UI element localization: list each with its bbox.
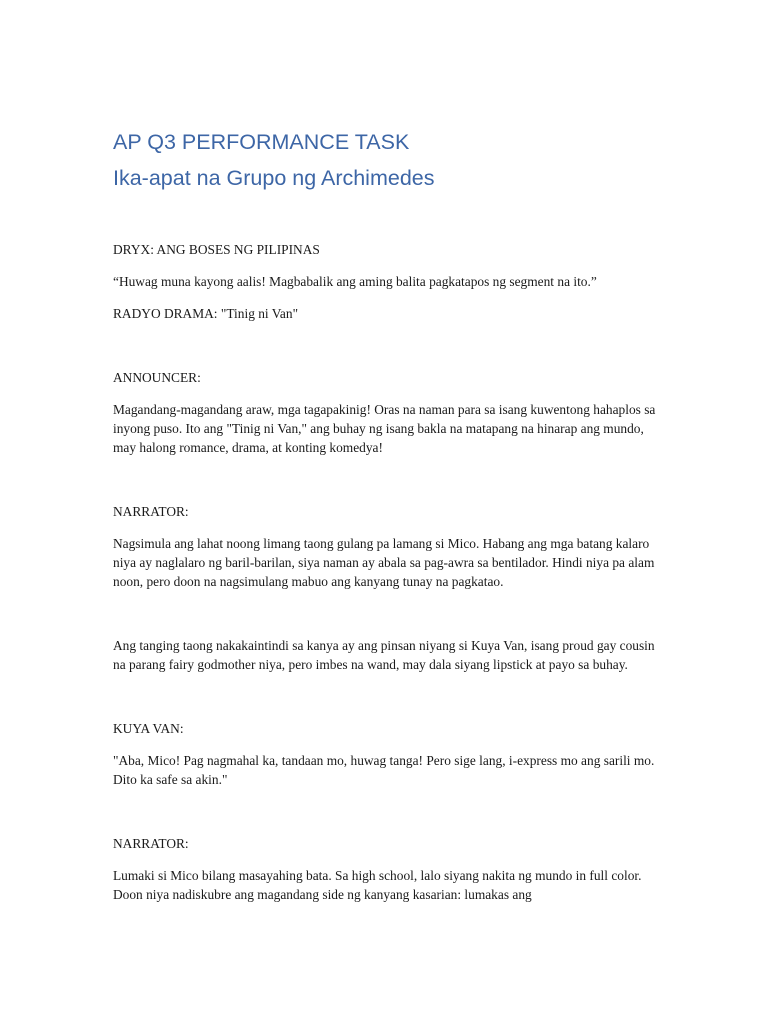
paragraph-narration: Lumaki si Mico bilang masayahing bata. Sa high school, lalo siyang nakita ng mundo in full color. Doon niya nadiskubre ang magandang side ng kanyang kasarian: lumakas ang bbox=[113, 868, 642, 902]
paragraph-dialogue: "Aba, Mico! Pag nagmahal ka, tandaan mo, huwag tanga! Pero sige lang, i-express mo ang sarili mo. Dito ka safe sa akin." bbox=[113, 753, 655, 787]
paragraph-narration: Ang tanging taong nakakaintindi sa kanya ay ang pinsan niyang si Kuya Van, isang proud gay cousin na parang fairy godmother niya, pero imbes na wand, may dala siyang lipstick at payo sa buhay. bbox=[113, 638, 655, 672]
speaker-label: ANNOUNCER: bbox=[113, 370, 201, 385]
paragraph-drama-title: RADYO DRAMA: "Tinig ni Van" bbox=[113, 306, 299, 321]
paragraph-station-name: DRYX: ANG BOSES NG PILIPINAS bbox=[113, 242, 320, 257]
document-title: AP Q3 PERFORMANCE TASK bbox=[113, 130, 410, 154]
speaker-label: KUYA VAN: bbox=[113, 721, 184, 736]
paragraph-narration: Nagsimula ang lahat noong limang taong gulang pa lamang si Mico. Habang ang mga batang kalaro niya ay naglalaro ng baril-barilan, siya naman ay abala sa pag-awra sa bentilador. Hindi niya pa alam noon, pero doon na nagsimulang mabuo ang kanyang tunay na pagkatao. bbox=[113, 536, 655, 589]
speaker-label: NARRATOR: bbox=[113, 836, 189, 851]
document-body bbox=[113, 124, 661, 904]
speaker-label: NARRATOR: bbox=[113, 504, 189, 519]
paragraph-station-tagline: “Huwag muna kayong aalis! Magbabalik ang aming balita pagkatapos ng segment na ito.” bbox=[113, 274, 597, 289]
document-subtitle: Ika-apat na Grupo ng Archimedes bbox=[113, 166, 435, 190]
paragraph-announcer-intro: Magandang-magandang araw, mga tagapakinig! Oras na naman para sa isang kuwentong hahaplos sa inyong puso. Ito ang "Tinig ni Van," ang buhay ng isang bakla na matapang na hinarap ang mundo, may halong romance, drama, at konting komedya! bbox=[113, 402, 656, 455]
